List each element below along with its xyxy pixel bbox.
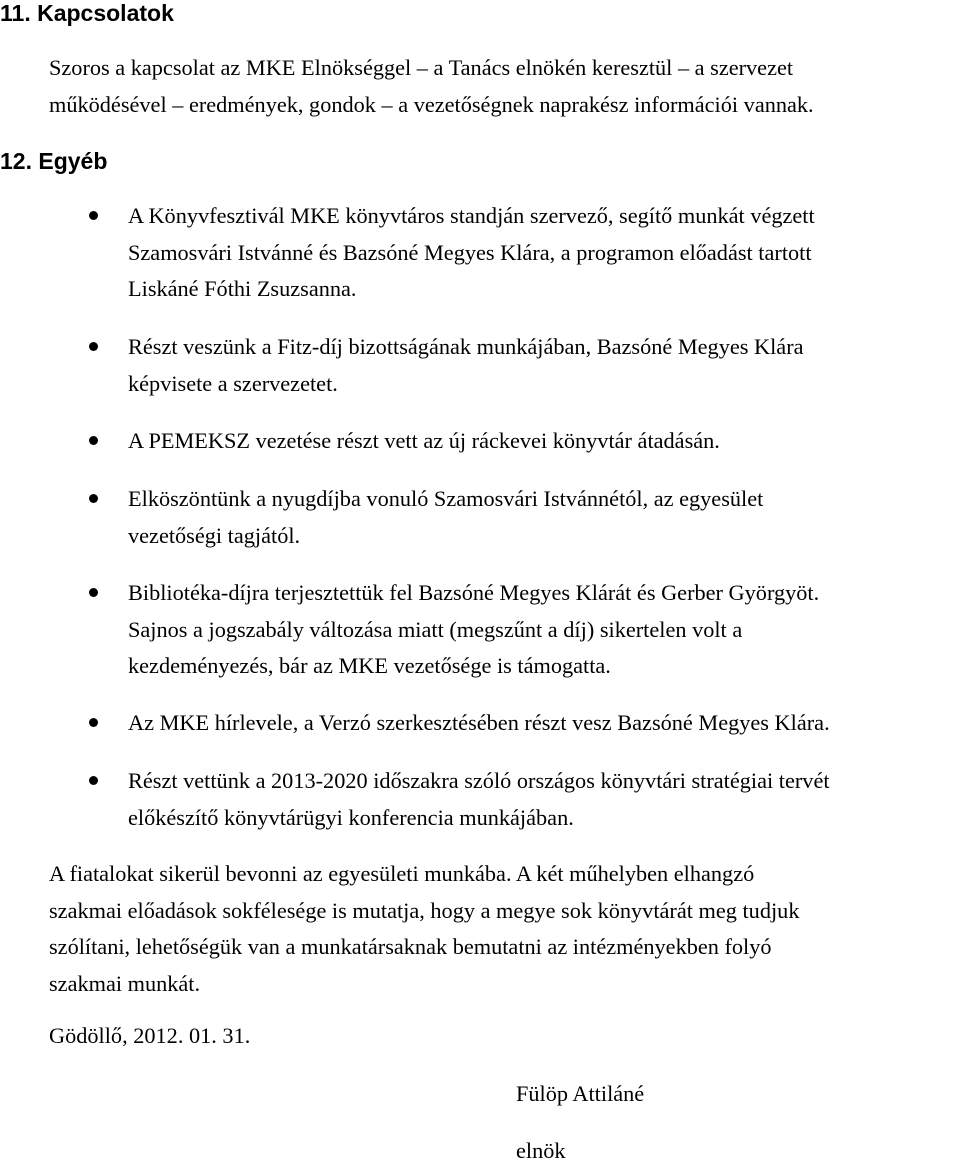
bullet-icon [89,211,98,220]
list-item-line: A PEMEKSZ vezetése részt vett az új ráckevei könyvtár átadásán. [128,428,720,453]
list-item-line: Liskáné Fóthi Zsuzsanna. [128,276,357,301]
list-item [128,481,763,554]
paragraph-line: A fiatalokat sikerül bevonni az egyesületi munkába. A két műhelyben elhangzó [49,861,755,886]
section-12-heading: 12. Egyéb [0,148,108,174]
list-item-line: Szamosvári Istvánné és Bazsóné Megyes Klára, a programon előadást tartott [128,239,812,265]
list-item-line: Részt veszünk a Fitz-díj bizottságának munkájában, Bazsóné Megyes Klára [128,334,804,359]
list-item [128,423,720,460]
bullet-icon [89,342,98,351]
bullet-icon [89,776,98,785]
list-item [128,329,804,402]
list-item-line: előkészítő könyvtárügyi konferencia munkájában. [128,804,574,830]
bullet-icon [89,436,98,445]
bullet-icon [89,718,98,727]
section-11-heading: 11. Kapcsolatok [0,0,174,26]
list-item-line: Részt vettünk a 2013-2020 időszakra szóló országos könyvtári stratégiai tervét [128,768,830,793]
paragraph-line: szakmai munkát. [49,970,201,996]
bullet-icon [89,494,98,503]
list-item [128,198,815,308]
list-item [128,763,830,836]
list-item-line: vezetőségi tagjától. [128,522,301,548]
signature-name: Fülöp Attiláné [516,1081,645,1106]
list-item-line: A Könyvfesztivál MKE könyvtáros standján szervező, segítő munkát végzett [128,203,815,228]
list-item-line: Bibliotéka-díjra terjesztettük fel Bazsóné Megyes Klárát és Gerber Györgyöt. [128,580,820,605]
place-date: Gödöllő, 2012. 01. 31. [49,1023,251,1048]
list-item-line: képvisete a szervezetet. [128,370,338,396]
paragraph-line: szólítani, lehetőségük van a munkatársaknak bemutatni az intézményekben folyó [49,934,772,959]
section-11-paragraph [49,50,814,123]
list-item [128,575,819,685]
list-item-line: kezdeményezés, bár az MKE vezetősége is támogatta. [128,653,611,678]
list-item-line: Elköszöntünk a nyugdíjba vonuló Szamosvári Istvánnétól, az egyesület [128,486,764,511]
bullet-icon [89,588,98,597]
paragraph-line: Szoros a kapcsolat az MKE Elnökséggel – a Tanács elnökén keresztül – a szervezet [49,55,794,80]
closing-paragraph [49,856,799,1002]
list-item-line: Sajnos a jogszabály változása miatt (megszűnt a díj) sikertelen volt a [128,616,743,642]
list-item [128,705,830,742]
paragraph-line: működésével – eredmények, gondok – a vezetőségnek naprakész információi vannak. [49,91,814,117]
list-item-line: Az MKE hírlevele, a Verzó szerkesztésében részt vesz Bazsóné Megyes Klára. [128,710,830,735]
signature-title: elnök [516,1138,566,1163]
paragraph-line: szakmai előadások sokfélesége is mutatja, hogy a megye sok könyvtárát meg tudjuk [49,897,800,923]
